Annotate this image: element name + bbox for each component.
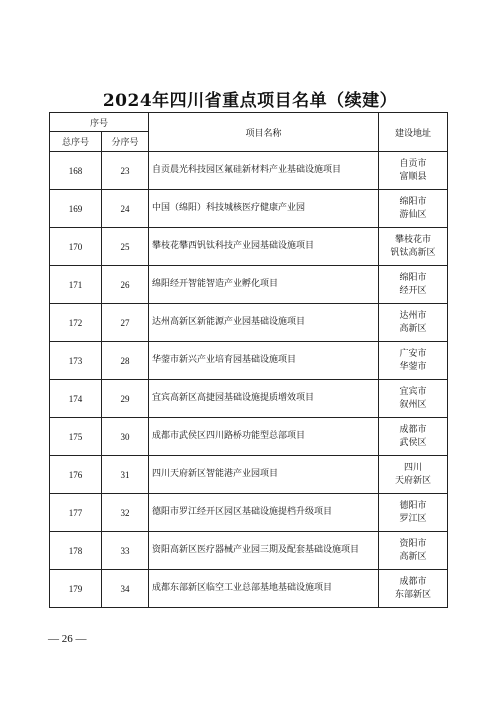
- total-number: 179: [50, 570, 102, 608]
- total-number: 169: [50, 190, 102, 228]
- table-row: [50, 418, 448, 456]
- table-row: [50, 456, 448, 494]
- location-city: 四川: [404, 463, 423, 474]
- location-district: 叙州区: [399, 399, 427, 410]
- project-name: 达州高新区新能源产业园基础设施项目: [149, 304, 379, 342]
- sub-number: 34: [102, 570, 149, 608]
- sub-number: 24: [102, 190, 149, 228]
- total-number: 174: [50, 380, 102, 418]
- total-number: 172: [50, 304, 102, 342]
- header-row: [50, 113, 448, 132]
- table-row: [50, 228, 448, 266]
- table-row: [50, 266, 448, 304]
- table-row: [50, 494, 448, 532]
- location: [379, 380, 448, 418]
- location: [379, 570, 448, 608]
- location-district: 游仙区: [399, 209, 427, 220]
- project-name: 自贡晨光科技园区氟硅新材料产业基础设施项目: [149, 152, 379, 190]
- location: [379, 418, 448, 456]
- location-city: 德阳市: [399, 501, 427, 512]
- project-name: 中国（绵阳）科技城核医疗健康产业园: [149, 190, 379, 228]
- location: [379, 532, 448, 570]
- location-city: 成都市: [399, 577, 427, 588]
- header-location: 建设地址: [379, 113, 448, 152]
- project-name: 资阳高新区医疗器械产业园三期及配套基础设施项目: [149, 532, 379, 570]
- location: [379, 190, 448, 228]
- page-title: 2024年四川省重点项目名单（续建）: [102, 91, 398, 111]
- page-number: — 26 —: [48, 633, 87, 645]
- location-district: 天府新区: [395, 475, 432, 486]
- project-name: 华蓥市新兴产业培育园基础设施项目: [149, 342, 379, 380]
- project-name: 成都东部新区临空工业总部基地基础设施项目: [149, 570, 379, 608]
- location-district: 钒钛高新区: [390, 247, 436, 258]
- location-district: 经开区: [399, 285, 427, 296]
- project-name: 德阳市罗江经开区园区基础设施提档升级项目: [149, 494, 379, 532]
- table-row: [50, 152, 448, 190]
- total-number: 175: [50, 418, 102, 456]
- location: [379, 304, 448, 342]
- location: [379, 228, 448, 266]
- location-district: 富顺县: [399, 171, 427, 182]
- total-number: 176: [50, 456, 102, 494]
- sub-number: 23: [102, 152, 149, 190]
- table-row: [50, 190, 448, 228]
- project-name: 攀枝花攀西钒钛科技产业园基础设施项目: [149, 228, 379, 266]
- location-city: 攀枝花市: [395, 235, 432, 246]
- location-district: 武侯区: [399, 437, 427, 448]
- sub-number: 33: [102, 532, 149, 570]
- sub-number: 31: [102, 456, 149, 494]
- sub-number: 32: [102, 494, 149, 532]
- header-total: 总序号: [50, 132, 102, 152]
- total-number: 173: [50, 342, 102, 380]
- table-row: [50, 304, 448, 342]
- total-number: 177: [50, 494, 102, 532]
- location-district: 高新区: [399, 323, 427, 334]
- location-city: 广安市: [399, 349, 427, 360]
- location-city: 成都市: [399, 425, 427, 436]
- location-city: 资阳市: [399, 539, 427, 550]
- location: [379, 456, 448, 494]
- location: [379, 342, 448, 380]
- location-city: 宜宾市: [399, 387, 427, 398]
- table-row: [50, 380, 448, 418]
- project-name: 宜宾高新区高捷园基础设施提质增效项目: [149, 380, 379, 418]
- location-city: 达州市: [399, 311, 427, 322]
- location-city: 绵阳市: [399, 273, 427, 284]
- project-name: 绵阳经开智能智造产业孵化项目: [149, 266, 379, 304]
- project-name: 成都市武侯区四川路桥功能型总部项目: [149, 418, 379, 456]
- sub-number: 28: [102, 342, 149, 380]
- location: [379, 152, 448, 190]
- table-row: [50, 532, 448, 570]
- sub-number: 30: [102, 418, 149, 456]
- location: [379, 266, 448, 304]
- location-district: 罗江区: [399, 513, 427, 524]
- table-row: [50, 570, 448, 608]
- location-city: 绵阳市: [399, 197, 427, 208]
- header-name: 项目名称: [149, 113, 379, 152]
- sub-number: 27: [102, 304, 149, 342]
- total-number: 171: [50, 266, 102, 304]
- header-seq: 序号: [50, 113, 149, 132]
- location-district: 华蓥市: [399, 361, 427, 372]
- location-city: 自贡市: [399, 159, 427, 170]
- total-number: 168: [50, 152, 102, 190]
- sub-number: 25: [102, 228, 149, 266]
- header-sub: 分序号: [102, 132, 149, 152]
- project-name: 四川天府新区智能港产业园项目: [149, 456, 379, 494]
- location: [379, 494, 448, 532]
- project-table: [49, 112, 448, 608]
- location-district: 高新区: [399, 551, 427, 562]
- total-number: 178: [50, 532, 102, 570]
- sub-number: 29: [102, 380, 149, 418]
- sub-number: 26: [102, 266, 149, 304]
- table-row: [50, 342, 448, 380]
- location-district: 东部新区: [395, 589, 432, 600]
- total-number: 170: [50, 228, 102, 266]
